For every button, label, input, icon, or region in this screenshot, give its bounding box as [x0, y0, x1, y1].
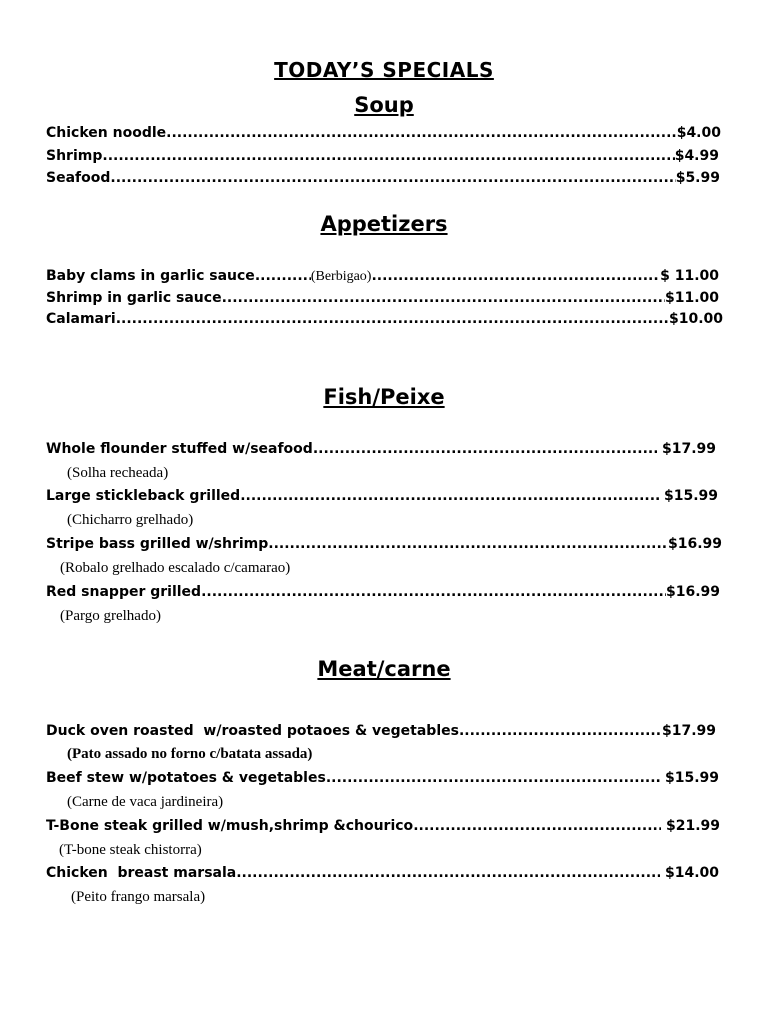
item-price: $14.00 — [660, 865, 719, 881]
item-price: $17.99 — [661, 723, 716, 739]
item-translation: (Chicharro grelhado) — [67, 512, 194, 528]
dot-leader — [313, 441, 657, 457]
menu-item — [46, 148, 719, 164]
item-name: Baby clams in garlic sauce — [46, 268, 255, 284]
dot-leader — [371, 268, 660, 284]
dot-leader — [255, 268, 311, 284]
dot-leader — [326, 770, 660, 786]
dot-leader — [268, 536, 668, 552]
item-translation: (T-bone steak chistorra) — [59, 842, 202, 858]
menu-item — [46, 770, 719, 786]
menu-item — [46, 584, 720, 600]
dot-leader — [222, 290, 665, 306]
dot-leader — [240, 488, 659, 504]
item-price: $17.99 — [657, 441, 716, 457]
item-translation: (Peito frango marsala) — [71, 889, 206, 905]
item-price: $4.00 — [676, 125, 721, 141]
item-name: Red snapper grilled — [46, 584, 202, 600]
item-note: (Berbigao) — [310, 269, 372, 284]
page-title: TODAY’S SPECIALS — [274, 58, 494, 82]
item-translation: (Pato assado no forno c/batata assada) — [67, 746, 313, 762]
item-name: Shrimp in garlic sauce — [46, 290, 222, 306]
dot-leader — [102, 148, 674, 164]
item-price: $15.99 — [660, 770, 719, 786]
item-name: Stripe bass grilled w/shrimp — [46, 536, 269, 552]
item-price: $11.00 — [664, 290, 719, 306]
item-name: Shrimp — [46, 148, 103, 164]
item-translation: (Robalo grelhado escalado c/camarao) — [60, 560, 291, 576]
section-heading-meat: Meat/carne — [317, 657, 451, 681]
item-price: $ 11.00 — [660, 268, 719, 284]
item-name: Seafood — [46, 170, 111, 186]
menu-item — [46, 290, 719, 306]
dot-leader — [166, 125, 677, 141]
item-price: $10.00 — [668, 311, 723, 327]
section-heading-fish: Fish/Peixe — [323, 385, 445, 409]
dot-leader — [116, 311, 669, 327]
menu-item — [46, 268, 719, 285]
menu-item — [46, 488, 718, 504]
menu-item — [46, 865, 719, 881]
item-name: Calamari — [46, 311, 116, 327]
item-translation: (Solha recheada) — [67, 465, 169, 481]
menu-item — [46, 125, 721, 141]
item-name: Duck oven roasted w/roasted potaoes & vegetables — [46, 723, 459, 739]
item-name: Large stickleback grilled — [46, 488, 241, 504]
dot-leader — [236, 865, 660, 881]
item-translation: (Pargo grelhado) — [60, 608, 161, 624]
item-price: $5.99 — [675, 170, 720, 186]
dot-leader — [413, 818, 661, 834]
menu-item — [46, 441, 716, 457]
section-heading-soup: Soup — [354, 93, 414, 117]
item-price: $15.99 — [659, 488, 718, 504]
item-name: Chicken noodle — [46, 125, 167, 141]
item-name: Whole flounder stuffed w/seafood — [46, 441, 313, 457]
dot-leader — [110, 170, 675, 186]
dot-leader — [201, 584, 666, 600]
item-name: Beef stew w/potatoes & vegetables — [46, 770, 326, 786]
item-name: Chicken breast marsala — [46, 865, 237, 881]
menu-item — [46, 818, 720, 834]
menu-item — [46, 170, 720, 186]
dot-leader — [459, 723, 662, 739]
item-price: $21.99 — [661, 818, 720, 834]
menu-item — [46, 536, 722, 552]
menu-item — [46, 723, 716, 739]
item-price: $16.99 — [667, 536, 722, 552]
item-name: T-Bone steak grilled w/mush,shrimp &chourico — [46, 818, 414, 834]
item-price: $4.99 — [674, 148, 719, 164]
item-price: $16.99 — [665, 584, 720, 600]
section-heading-appetizers: Appetizers — [320, 212, 448, 236]
menu-item — [46, 311, 723, 327]
item-translation: (Carne de vaca jardineira) — [67, 794, 224, 810]
